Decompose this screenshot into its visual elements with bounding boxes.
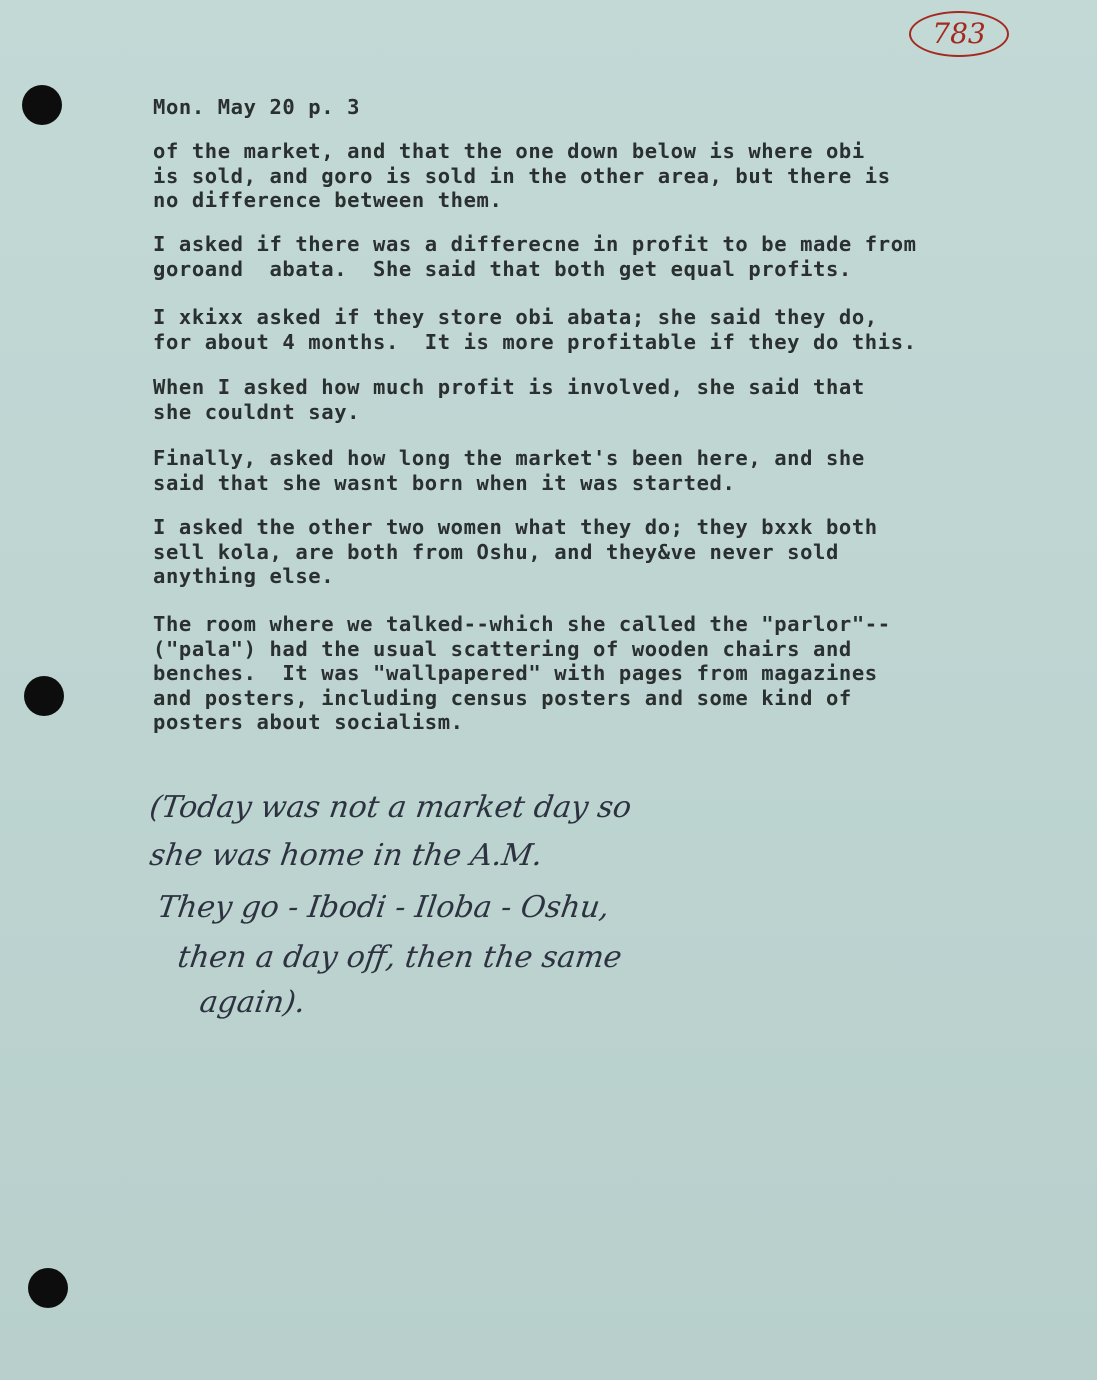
handwritten-note-line: They go - Ibodi - Iloba - Oshu,	[155, 890, 612, 925]
paragraph: When I asked how much profit is involved, she said that she couldnt say.	[153, 375, 865, 424]
paragraph: I asked the other two women what they do; they bxxk both sell kola, are both from Oshu, and they&ve never sold anything else.	[153, 515, 878, 588]
handwritten-note-line: she was home in the A.M.	[147, 838, 545, 873]
handwritten-note-line: then a day off, then the same	[175, 940, 624, 975]
punch-hole	[22, 85, 62, 125]
paragraph: of the market, and that the one down below is where obi is sold, and goro is sold in the other area, but there is no difference between them.	[153, 139, 891, 212]
punch-hole	[24, 676, 64, 716]
page-header: Mon. May 20 p. 3	[153, 95, 361, 119]
punch-hole	[28, 1268, 68, 1308]
paragraph: I asked if there was a differecne in profit to be made from goroand abata. She said that both get equal profits.	[153, 232, 917, 281]
page-number: 783	[909, 11, 1009, 57]
handwritten-note-line: (Today was not a market day so	[147, 790, 634, 825]
paragraph: Finally, asked how long the market's been here, and she said that she wasnt born when it was started.	[153, 446, 865, 495]
paragraph: The room where we talked--which she called the "parlor"-- ("pala") had the usual scattering of wooden chairs and benches. It was "wallpapered" with pages from magazines and posters, including census posters and some kind of posters about socialism.	[153, 612, 891, 734]
handwritten-note-line: again).	[197, 985, 308, 1020]
paragraph: I xkixx asked if they store obi abata; she said they do, for about 4 months. It is more profitable if they do this.	[153, 305, 917, 354]
